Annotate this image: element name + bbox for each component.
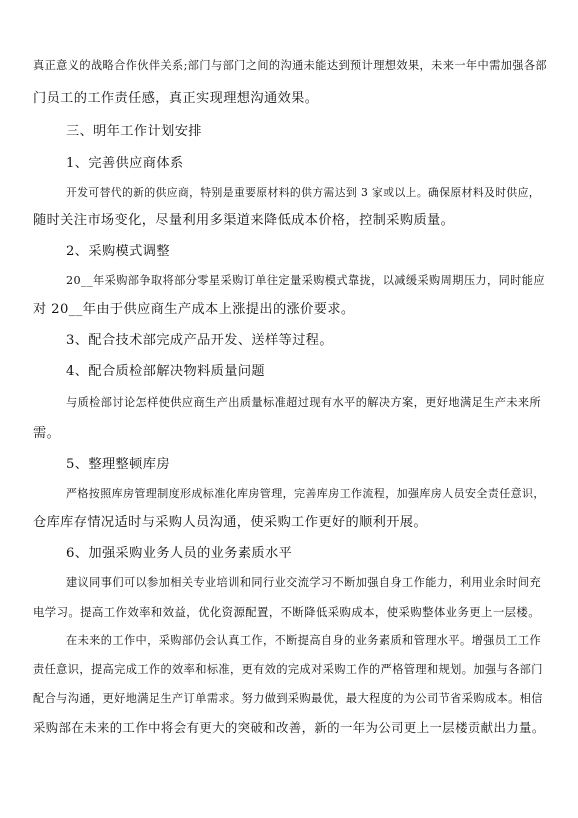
section-heading: 三、明年工作计划安排 — [66, 124, 202, 139]
paragraph-line: 采购部在未来的工作中将会有更大的突破和改善，新的一年为公司更上一层楼贡献出力量。 — [33, 720, 545, 735]
item-heading: 1、完善供应商体系 — [66, 156, 184, 171]
item-heading: 6、加强采购业务人员的业务素质水平 — [66, 546, 293, 561]
paragraph-line: 20__年采购部争取将部分零星采购订单往定量采购模式靠拢，以减缓采购周期压力，同时能应 — [66, 274, 545, 287]
paragraph-line: 真正意义的战略合作伙伴关系;部门与部门之间的沟通未能达到预计理想效果，未来一年中需加强各部 — [33, 59, 548, 72]
paragraph-line: 随时关注市场变化，尽量利用多渠道来降低成本价格，控制采购质量。 — [33, 213, 455, 228]
item-heading: 5、整理整顿库房 — [66, 457, 170, 472]
item-heading: 3、配合技术部完成产品开发、送样等过程。 — [66, 333, 333, 348]
paragraph-line: 开发可替代的新的供应商，特别是重要原材料的供方需达到 3 家或以上。确保原材料及时供应， — [66, 186, 541, 199]
paragraph-line: 在未来的工作中，采购部仍会认真工作，不断提高自身的业务素质和管理水平。增强员工工作 — [66, 634, 542, 647]
paragraph-line: 对 20__年由于供应商生产成本上涨提出的涨价要求。 — [33, 302, 355, 317]
paragraph-line: 需。 — [33, 426, 61, 441]
paragraph-line: 建议同事们可以参加相关专业培训和同行业交流学习不断加强自身工作能力，利用业余时间充 — [66, 576, 542, 589]
paragraph-line: 电学习。提高工作效率和效益，优化资源配置，不断降低采购成本，使采购整体业务更上一层楼。 — [33, 605, 540, 619]
paragraph-line: 门员工的工作责任感，真正实现理想沟通效果。 — [33, 91, 319, 106]
paragraph-line: 责任意识，提高完成工作的效率和标准，更有效的完成对采购工作的严格管理和规划。加强与各部门 — [33, 663, 543, 676]
item-heading: 2、采购模式调整 — [66, 244, 170, 259]
item-heading: 4、配合质检部解决物料质量问题 — [66, 364, 266, 379]
paragraph-line: 与质检部讨论怎样使供应商生产出质量标准超过现有水平的解决方案，更好地满足生产未来所 — [66, 396, 542, 409]
paragraph-line: 严格按照库房管理制度形成标准化库房管理，完善库房工作流程，加强库房人员安全责任意识， — [66, 487, 545, 500]
paragraph-line: 仓库库存情况适时与采购人员沟通，使采购工作更好的顺利开展。 — [33, 515, 428, 530]
paragraph-line: 配合与沟通，更好地满足生产订单需求。努力做到采购最优，最大程度的为公司节省采购成本。相信 — [33, 692, 543, 705]
